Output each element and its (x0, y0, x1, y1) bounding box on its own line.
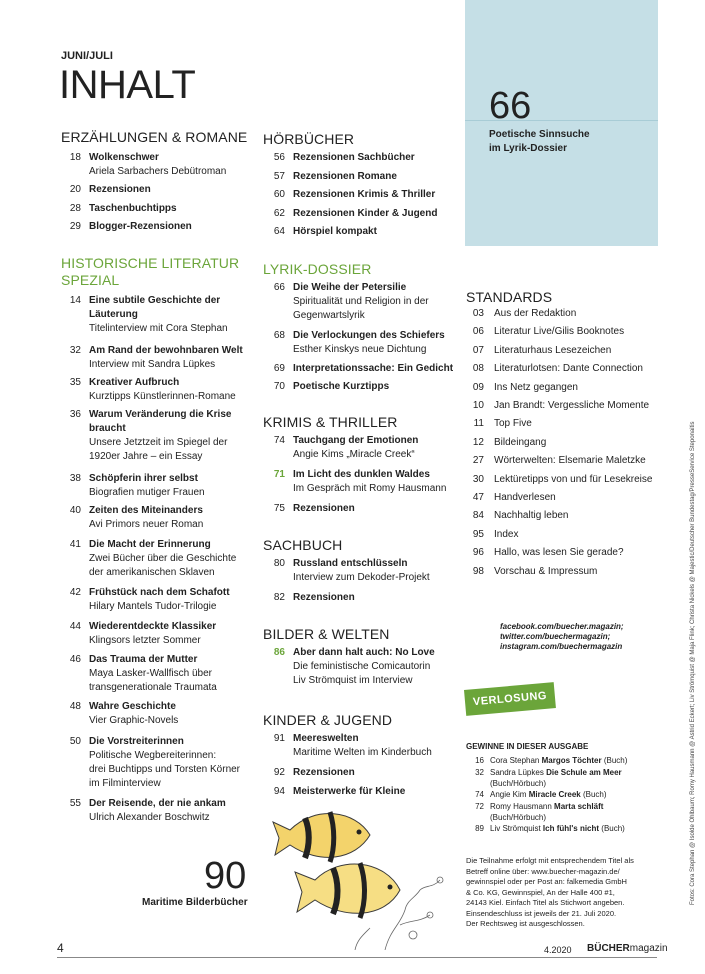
toc-subtitle: Ariela Sarbachers Debütroman (89, 166, 227, 177)
giveaway-title: Margos Töchter (541, 756, 602, 765)
giveaway-author: Liv Strömquist (490, 824, 541, 833)
standards-page-number: 30 (472, 473, 484, 485)
giveaway-title: Miracle Creek (528, 790, 581, 799)
fine-print-line: Einsendeschluss ist jeweils der 21. Juli 2020. (466, 908, 617, 918)
toc-title: Wahre Geschichte (89, 701, 176, 712)
toc-subtitle: Esther Kinskys neue Dichtung (293, 344, 427, 355)
standards-label: Handverlesen (494, 492, 556, 503)
toc-page-number: 62 (273, 208, 285, 219)
fish-top-icon (273, 812, 370, 862)
standards-page-number: 47 (472, 492, 484, 503)
toc-page-number: 38 (69, 473, 81, 484)
page-number: 4 (57, 941, 64, 955)
toc-subtitle: Spiritualität und Religion in der (293, 296, 429, 307)
toc-title: Am Rand der bewohnbaren Welt (89, 345, 243, 356)
standards-item[interactable] (466, 546, 624, 560)
giveaway-item (466, 789, 607, 800)
footer-rule (57, 957, 657, 958)
giveaway-page-number: 72 (475, 802, 484, 811)
toc-title: Warum Veränderung die Krise (89, 409, 232, 420)
giveaway-title: Die Schule am Meer (546, 768, 622, 777)
social-link[interactable]: twitter.com/buechermagazin; (500, 632, 611, 641)
footer-brand (587, 943, 668, 954)
giveaway-item (466, 755, 627, 766)
standards-page-number: 06 (472, 326, 484, 338)
giveaway-title: Ich fühl's nicht (542, 824, 600, 833)
standards-item[interactable] (466, 307, 576, 321)
toc-subtitle: Kurztipps Künstlerinnen-Romane (89, 391, 236, 402)
standards-page-number: 27 (472, 455, 484, 467)
giveaway-author: Cora Stephan (490, 756, 540, 765)
page-title: INHALT (59, 63, 196, 107)
toc-page-number: 92 (273, 767, 285, 778)
toc-page-number: 41 (69, 539, 81, 550)
toc-title: Eine subtile Geschichte der (89, 295, 221, 306)
verlosung-badge (464, 682, 556, 716)
feature-box-line2: im Lyrik-Dossier (489, 143, 567, 154)
footer-issue: 4.2020 (544, 945, 572, 955)
standards-item[interactable] (466, 491, 556, 505)
toc-page-number: 66 (273, 282, 285, 293)
toc-page-number: 42 (69, 587, 81, 598)
fine-print-line: Die Teilnahme erfolgt mit entsprechendem Titel als (466, 856, 634, 865)
fine-print-line: 24143 Kiel. Einfach Titel als Stichwort angeben. (466, 898, 625, 907)
section-heading-lyrik: LYRIK-DOSSIER (263, 261, 372, 277)
toc-title: Rezensionen Krimis & Thriller (293, 189, 436, 200)
social-link[interactable]: instagram.com/buechermagazin (500, 642, 623, 651)
toc-page-number: 40 (69, 505, 81, 516)
toc-subtitle: Angie Kims „Miracle Creek“ (293, 449, 415, 460)
giveaway-format: (Buch) (601, 824, 625, 833)
giveaway-item (466, 767, 622, 789)
toc-title: Die Weihe der Petersilie (293, 282, 407, 293)
toc-subtitle: Gegenwartslyrik (293, 310, 365, 321)
toc-subtitle: im Filminterview (89, 778, 161, 789)
toc-page-number: 94 (273, 786, 285, 797)
toc-subtitle: Biografien mutiger Frauen (89, 487, 205, 498)
giveaway-title: Marta schläft (554, 802, 604, 811)
toc-title: Die Vorstreiterinnen (89, 736, 184, 747)
fine-print-line: & Co. KG, Gewinnspiel, An der Halle 400 #1, (466, 887, 615, 897)
standards-label: Ins Netz gegangen (494, 381, 578, 393)
standards-page-number: 03 (472, 308, 484, 319)
toc-title: Rezensionen (293, 767, 355, 778)
toc-title: Aber dann halt auch: No Love (293, 647, 435, 658)
standards-item[interactable] (466, 528, 518, 542)
issue-label: JUNI/JULI (61, 50, 113, 62)
toc-subtitle: der amerikanischen Sklaven (89, 567, 215, 578)
toc-title: Rezensionen (293, 592, 355, 603)
verlosung-badge-label: VERLOSUNG (472, 689, 548, 709)
standards-label: Index (494, 528, 519, 540)
standards-page-number: 11 (473, 418, 484, 430)
toc-title: Taschenbuchtipps (89, 203, 177, 214)
toc-title: Wiederentdeckte Klassiker (89, 621, 217, 632)
giveaway-format: (Buch) (582, 790, 607, 799)
giveaway-author: Angie Kim (490, 790, 527, 799)
toc-subtitle: Politische Wegbereiterinnen: (89, 750, 217, 761)
standards-label: Hallo, was lesen Sie gerade? (494, 547, 624, 559)
toc-page-number: 68 (273, 330, 285, 341)
toc-page-number: 32 (69, 345, 81, 356)
giveaway-page-number: 89 (475, 824, 484, 833)
toc-page-number: 60 (273, 189, 285, 200)
feature-box-number: 66 (489, 85, 532, 127)
giveaway-author: Romy Hausmann (490, 802, 552, 811)
toc-subtitle: Maya Lasker-Wallfisch über (89, 668, 213, 679)
toc-title: Die Verlockungen des Schiefers (293, 330, 445, 341)
toc-subtitle: Unsere Jetztzeit im Spiegel der (89, 437, 228, 448)
standards-page-number: 95 (472, 528, 484, 540)
standards-item[interactable] (466, 399, 649, 413)
toc-title: Rezensionen Kinder & Jugend (293, 208, 438, 219)
toc-page-number: 82 (273, 592, 285, 603)
giveaway-page-number: 16 (475, 756, 484, 765)
toc-page-number: 50 (69, 736, 81, 747)
toc-subtitle: drei Buchtipps und Torsten Körner (89, 764, 241, 775)
standards-page-number: 12 (472, 436, 484, 448)
toc-title: Rezensionen Sachbücher (293, 152, 415, 163)
giveaway-author: Sandra Lüpkes (490, 768, 544, 777)
standards-item[interactable] (466, 509, 569, 523)
toc-title: Die Macht der Erinnerung (89, 539, 211, 550)
toc-subtitle: Titelinterview mit Cora Stephan (89, 323, 228, 334)
toc-title: Zeiten des Miteinanders (89, 505, 203, 516)
standards-label: Vorschau & Impressum (494, 565, 598, 577)
toc-title: braucht (89, 423, 126, 434)
giveaway-format: (Buch/Hörbuch) (490, 813, 547, 822)
toc-page-number: 64 (273, 226, 285, 237)
feature-box-divider (465, 120, 658, 121)
standards-page-number: 10 (472, 400, 484, 411)
fish-illustration (235, 800, 460, 950)
standards-label: Bildeingang (494, 436, 547, 448)
standards-page-number: 07 (472, 344, 484, 356)
toc-subtitle: Vier Graphic-Novels (89, 715, 179, 726)
toc-title: Schöpferin ihrer selbst (89, 473, 198, 484)
toc-page-number: 75 (273, 503, 285, 514)
toc-page-number: 29 (69, 221, 81, 232)
toc-title: Das Trauma der Mutter (89, 654, 198, 665)
standards-label: Nachhaltig leben (494, 510, 569, 522)
toc-page-number: 44 (69, 621, 81, 632)
toc-subtitle: Interview mit Sandra Lüpkes (89, 359, 216, 370)
giveaway-heading: GEWINNE IN DIESER AUSGABE (466, 742, 589, 751)
standards-label: Wörterwelten: Elsemarie Maletzke (494, 455, 646, 467)
bottom-feature-label: Maritime Bilderbücher (142, 897, 248, 908)
standards-item[interactable] (466, 454, 646, 468)
toc-title: Rezensionen Romane (293, 171, 397, 182)
section-heading-erzaehlungen: ERZÄHLUNGEN & ROMANE (61, 129, 248, 145)
giveaway-format: (Buch/Hörbuch) (490, 779, 547, 788)
toc-page-number: 48 (69, 701, 81, 712)
standards-item[interactable] (466, 436, 546, 450)
brand-light: magazin (629, 943, 668, 954)
feature-box (465, 0, 658, 246)
toc-title: Im Licht des dunklen Waldes (293, 469, 430, 480)
toc-page-number: 57 (273, 171, 285, 182)
social-link[interactable]: facebook.com/buecher.magazin; (500, 622, 624, 631)
toc-subtitle: Avi Primors neuer Roman (89, 519, 204, 530)
toc-title: Rezensionen (293, 503, 355, 514)
toc-title: Blogger-Rezensionen (89, 221, 192, 232)
toc-subtitle: Im Gespräch mit Romy Hausmann (293, 483, 447, 494)
toc-subtitle: Hilary Mantels Tudor-Trilogie (89, 601, 217, 612)
standards-label: Literatur Live/Gilis Booknotes (494, 326, 625, 338)
standards-label: Aus der Redaktion (494, 308, 577, 319)
standards-page-number: 96 (472, 547, 484, 559)
section-heading-bilder: BILDER & WELTEN (263, 626, 390, 642)
toc-title: Hörspiel kompakt (293, 226, 377, 237)
toc-title: Kreativer Aufbruch (89, 377, 180, 388)
toc-title: Interpretationssache: Ein Gedicht (293, 363, 454, 374)
giveaway-item (466, 801, 603, 823)
standards-label: Literaturlotsen: Dante Connection (494, 363, 643, 375)
section-heading-hoerbuecher: HÖRBÜCHER (263, 131, 355, 147)
brand-bold: BÜCHER (587, 943, 630, 954)
standards-item[interactable] (466, 362, 643, 376)
toc-title: Poetische Kurztipps (293, 381, 390, 392)
fine-print-line: Betreff online über: www.buecher-magazin.de/ (466, 866, 620, 876)
toc-subtitle: Klingsors letzter Sommer (89, 635, 201, 646)
standards-page-number: 98 (472, 565, 484, 577)
toc-page-number: 74 (273, 435, 285, 446)
standards-label: Jan Brandt: Vergessliche Momente (494, 400, 650, 411)
giveaway-format: (Buch) (603, 756, 628, 765)
fine-print-line: Der Rechtsweg ist ausgeschlossen. (466, 919, 585, 928)
giveaway-page-number: 74 (475, 790, 484, 799)
section-heading-kinder: KINDER & JUGEND (263, 712, 393, 728)
standards-page-number: 08 (472, 363, 484, 375)
toc-page-number: 86 (273, 647, 285, 658)
giveaway-item (466, 823, 625, 834)
toc-title: Läuterung (89, 309, 138, 320)
giveaway-page-number: 32 (475, 768, 484, 777)
toc-title: Der Reisende, der nie ankam (89, 798, 226, 809)
toc-page-number: 18 (69, 152, 81, 163)
toc-title: Russland entschlüsseln (293, 558, 408, 569)
standards-item[interactable] (466, 344, 611, 358)
section-heading-sachbuch: SACHBUCH (263, 537, 343, 553)
standards-label: Lektüretipps von und für Lesekreise (494, 473, 653, 485)
feature-box-line1: Poetische Sinnsuche (489, 129, 590, 140)
toc-page-number: 71 (273, 469, 285, 480)
section-heading-spezial: SPEZIAL (61, 272, 120, 288)
toc-title: Tauchgang der Emotionen (293, 435, 419, 446)
toc-title: Meisterwerke für Kleine (293, 786, 406, 797)
fish-bottom-icon (295, 863, 400, 918)
standards-item[interactable] (466, 381, 578, 395)
standards-label: Top Five (494, 418, 532, 430)
standards-page-number: 09 (472, 381, 484, 393)
toc-page-number: 91 (273, 733, 285, 744)
toc-page-number: 20 (69, 184, 81, 195)
toc-page-number: 14 (69, 295, 81, 306)
section-heading-historische: HISTORISCHE LITERATUR (61, 255, 240, 271)
standards-item[interactable] (466, 473, 652, 487)
toc-subtitle: Maritime Welten im Kinderbuch (293, 747, 432, 758)
toc-page-number: 69 (273, 363, 285, 374)
standards-label: Literaturhaus Lesezeichen (494, 344, 612, 356)
toc-title: Rezensionen (89, 184, 151, 195)
standards-page-number: 84 (472, 510, 484, 522)
standards-item[interactable] (466, 565, 597, 579)
photo-credits: Fotos: Cora Stephan @ Isolde Ohlbaum; Romy Hausmann @ Astrid Eckert; Liv Strömquist @ Maja Flink; Christa Nickels @ Majestic/Deutscher Bundestag/PresseService Steponaitis (690, 421, 696, 905)
toc-subtitle: Zwei Bücher über die Geschichte (89, 553, 237, 564)
toc-subtitle: transgenerationale Traumata (89, 682, 217, 693)
toc-page-number: 80 (273, 558, 285, 569)
toc-page-number: 35 (69, 377, 81, 388)
toc-subtitle: Interview zum Dekoder-Projekt (293, 572, 430, 583)
toc-page-number: 46 (69, 654, 81, 665)
toc-title: Meereswelten (293, 733, 359, 744)
standards-item[interactable] (466, 417, 532, 431)
toc-page-number: 70 (273, 381, 285, 392)
bottom-feature-number: 90 (204, 855, 247, 897)
toc-subtitle: Die feministische Comicautorin (293, 661, 431, 672)
toc-title: Wolkenschwer (89, 152, 159, 163)
fine-print-line: gewinnspiel oder per Post an: falkemedia GmbH (466, 877, 627, 886)
toc-subtitle: Liv Strömquist im Interview (293, 675, 413, 686)
toc-page-number: 28 (69, 203, 81, 214)
toc-page-number: 55 (69, 798, 81, 809)
toc-subtitle: Ulrich Alexander Boschwitz (89, 812, 210, 823)
section-heading-krimis: KRIMIS & THRILLER (263, 414, 398, 430)
standards-item[interactable] (466, 325, 624, 339)
toc-page-number: 56 (273, 152, 285, 163)
toc-subtitle: 1920er Jahre – ein Essay (89, 451, 203, 462)
toc-page-number: 36 (69, 409, 81, 420)
toc-title: Frühstück nach dem Schafott (89, 587, 230, 598)
section-heading-standards: STANDARDS (466, 289, 553, 305)
